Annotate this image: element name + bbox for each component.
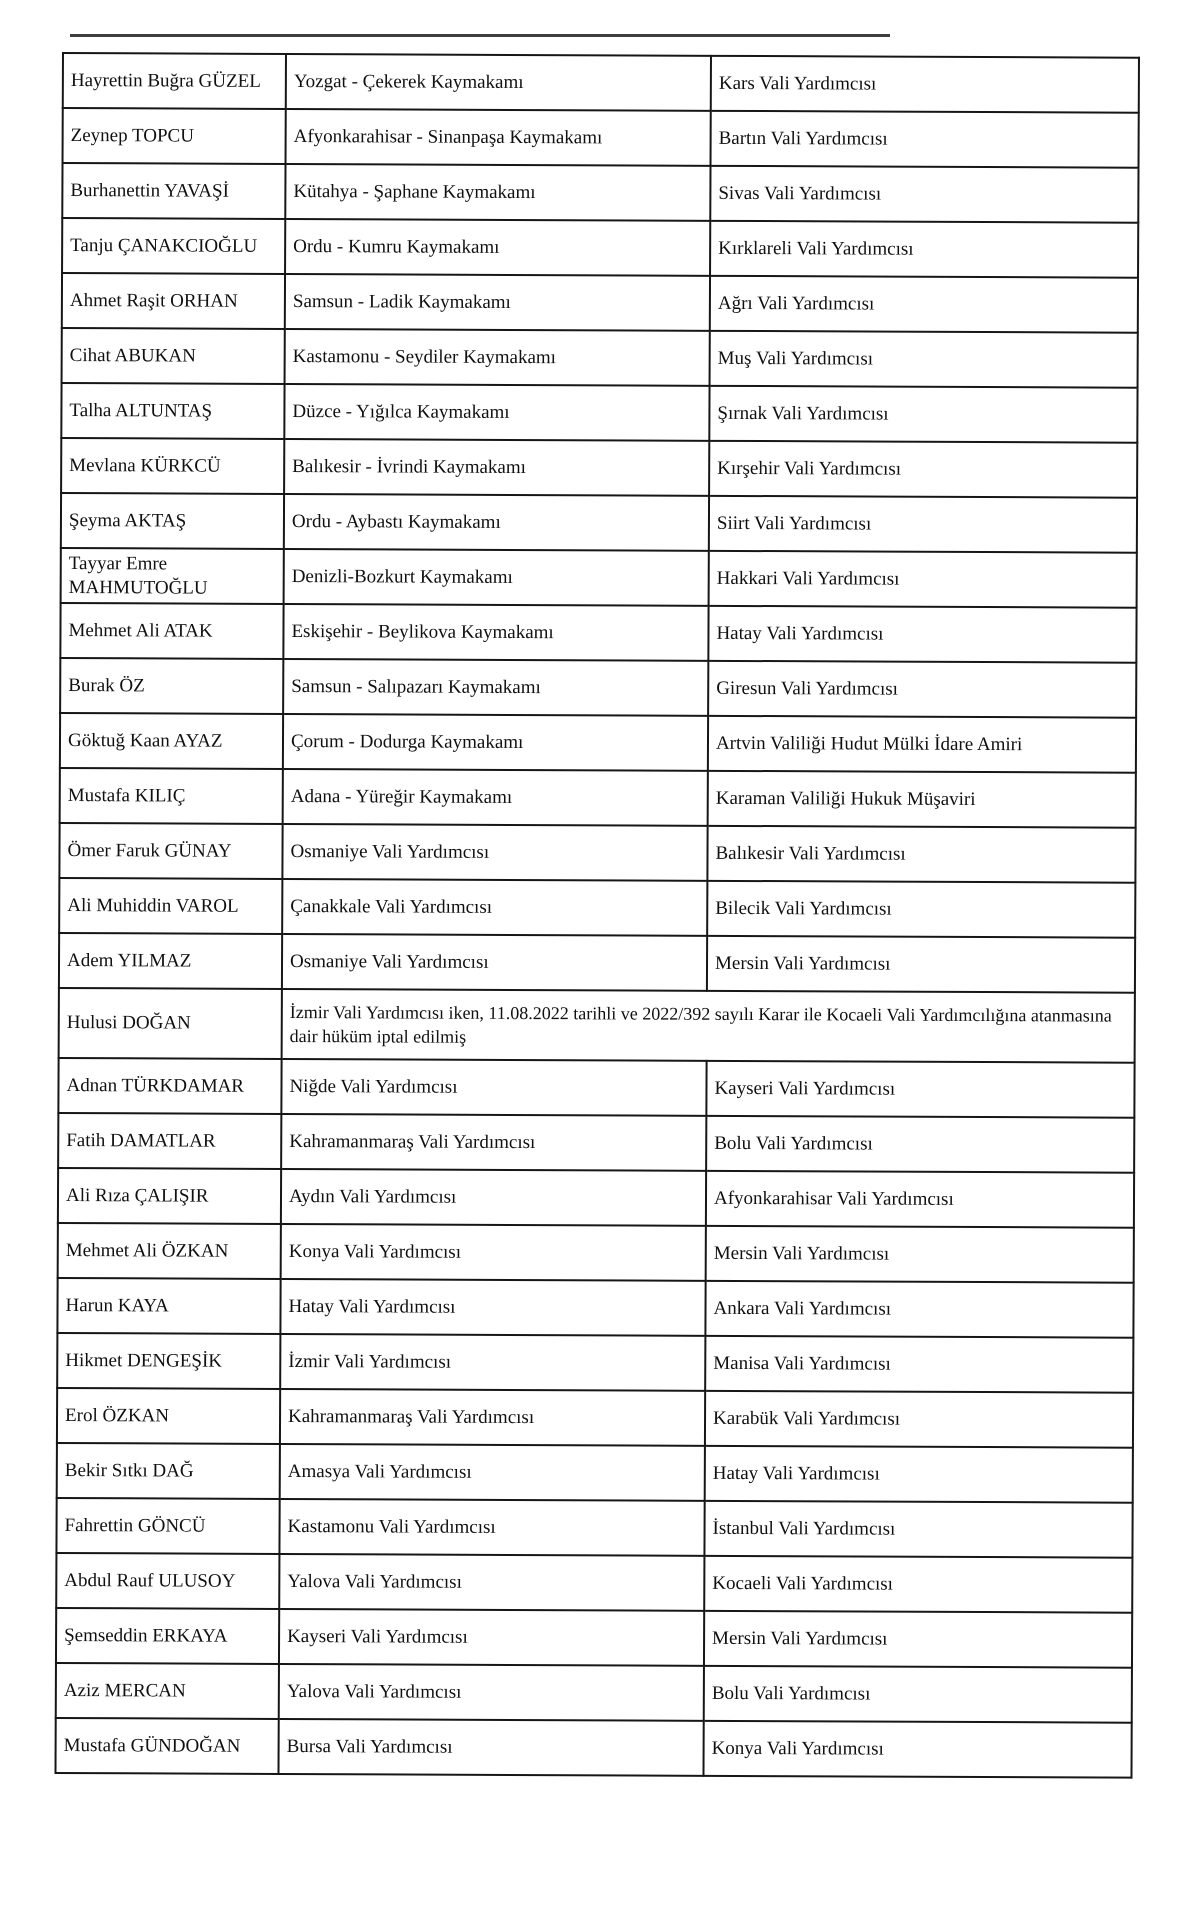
- person-name-cell: Adem YILMAZ: [59, 933, 282, 989]
- previous-position-cell: Ordu - Aybastı Kaymakamı: [284, 494, 709, 551]
- person-name-cell: Mevlana KÜRKCÜ: [61, 438, 284, 494]
- new-position-cell: Hatay Vali Yardımcısı: [705, 1446, 1133, 1503]
- table-row: [59, 988, 1135, 1063]
- table-row: [56, 1498, 1132, 1558]
- previous-position-cell: Yalova Vali Yardımcısı: [279, 1554, 704, 1611]
- previous-position-cell: Kastamonu Vali Yardımcısı: [279, 1499, 704, 1556]
- new-position-cell: Bilecik Vali Yardımcısı: [707, 881, 1135, 938]
- person-name-cell: Fahrettin GÖNCÜ: [56, 1498, 279, 1554]
- previous-position-cell: Aydın Vali Yardımcısı: [281, 1169, 706, 1226]
- merged-note-line: dair hüküm iptal edilmiş: [289, 1026, 467, 1047]
- person-name-cell: Harun KAYA: [57, 1278, 280, 1334]
- table-row: [62, 328, 1138, 388]
- table-row: [63, 53, 1139, 113]
- new-position-cell: Kayseri Vali Yardımcısı: [706, 1061, 1134, 1118]
- table-row: [61, 383, 1137, 443]
- person-name-cell: Şemseddin ERKAYA: [56, 1608, 279, 1664]
- new-position-cell: Sivas Vali Yardımcısı: [710, 166, 1138, 223]
- previous-position-cell: Çanakkale Vali Yardımcısı: [282, 879, 707, 936]
- new-position-cell: Bartın Vali Yardımcısı: [711, 111, 1139, 168]
- new-position-cell: Kars Vali Yardımcısı: [711, 56, 1139, 113]
- previous-position-cell: Niğde Vali Yardımcısı: [281, 1059, 706, 1116]
- table-row: [59, 823, 1135, 883]
- previous-position-cell: Hatay Vali Yardımcısı: [280, 1279, 705, 1336]
- new-position-cell: Mersin Vali Yardımcısı: [704, 1611, 1132, 1668]
- new-position-cell: Afyonkarahisar Vali Yardımcısı: [706, 1171, 1134, 1228]
- previous-position-cell: Adana - Yüreğir Kaymakamı: [283, 769, 708, 826]
- person-name-cell: Fatih DAMATLAR: [58, 1113, 281, 1169]
- table-row: [60, 768, 1136, 828]
- table-row: [56, 1608, 1132, 1668]
- new-position-cell: Bolu Vali Yardımcısı: [704, 1666, 1132, 1723]
- previous-position-cell: Kahramanmaraş Vali Yardımcısı: [280, 1389, 705, 1446]
- new-position-cell: Manisa Vali Yardımcısı: [705, 1336, 1133, 1393]
- person-name-cell: Adnan TÜRKDAMAR: [58, 1058, 281, 1114]
- new-position-cell: Mersin Vali Yardımcısı: [706, 1226, 1134, 1283]
- new-position-cell: Giresun Vali Yardımcısı: [708, 661, 1136, 718]
- appointments-table: [54, 52, 1140, 1779]
- person-name-cell: Zeynep TOPCU: [63, 108, 286, 164]
- table-row: [58, 1168, 1134, 1228]
- person-name-cell: Hulusi DOĞAN: [59, 988, 282, 1059]
- previous-position-cell: Çorum - Dodurga Kaymakamı: [283, 714, 708, 771]
- new-position-cell: Kırşehir Vali Yardımcısı: [709, 441, 1137, 498]
- person-name-cell: Mustafa GÜNDOĞAN: [55, 1718, 278, 1774]
- new-position-cell: Hatay Vali Yardımcısı: [708, 606, 1136, 663]
- person-name-cell: Ali Muhiddin VAROL: [59, 878, 282, 934]
- table-row: [57, 1443, 1133, 1503]
- previous-position-cell: Afyonkarahisar - Sinanpaşa Kaymakamı: [286, 109, 711, 166]
- person-name-cell: Hikmet DENGEŞİK: [57, 1333, 280, 1389]
- table-row: [60, 603, 1136, 663]
- table-row: [62, 273, 1138, 333]
- person-name-cell: Ali Rıza ÇALIŞIR: [58, 1168, 281, 1224]
- person-name-cell: Burhanettin YAVAŞİ: [62, 163, 285, 219]
- previous-position-cell: Osmaniye Vali Yardımcısı: [282, 934, 707, 991]
- new-position-cell: Karabük Vali Yardımcısı: [705, 1391, 1133, 1448]
- previous-position-cell: Yalova Vali Yardımcısı: [279, 1664, 704, 1721]
- new-position-cell: Ankara Vali Yardımcısı: [705, 1281, 1133, 1338]
- table-row: [57, 1388, 1133, 1448]
- table-row: [61, 548, 1137, 608]
- table-row: [59, 878, 1135, 938]
- scan-artifact-line: [70, 34, 890, 37]
- table-row: [60, 658, 1136, 718]
- merged-note-cell: [282, 989, 1135, 1063]
- table-row: [63, 108, 1139, 168]
- previous-position-cell: Denizli-Bozkurt Kaymakamı: [284, 549, 709, 606]
- previous-position-cell: Amasya Vali Yardımcısı: [280, 1444, 705, 1501]
- new-position-cell: Balıkesir Vali Yardımcısı: [707, 826, 1135, 883]
- previous-position-cell: Eskişehir - Beylikova Kaymakamı: [283, 604, 708, 661]
- table-row: [62, 218, 1138, 278]
- table-row: [55, 1718, 1131, 1778]
- new-position-cell: Mersin Vali Yardımcısı: [707, 936, 1135, 993]
- previous-position-cell: Yozgat - Çekerek Kaymakamı: [286, 54, 711, 111]
- previous-position-cell: İzmir Vali Yardımcısı: [280, 1334, 705, 1391]
- table-row: [62, 163, 1138, 223]
- table-row: [56, 1553, 1132, 1613]
- table-row: [59, 933, 1135, 993]
- new-position-cell: Siirt Vali Yardımcısı: [709, 496, 1137, 553]
- new-position-cell: Hakkari Vali Yardımcısı: [709, 551, 1137, 608]
- person-name-cell: Talha ALTUNTAŞ: [61, 383, 284, 439]
- new-position-cell: Karaman Valiliği Hukuk Müşaviri: [708, 771, 1136, 828]
- table-row: [57, 1278, 1133, 1338]
- person-name-cell: Bekir Sıtkı DAĞ: [57, 1443, 280, 1499]
- appointments-table-body: [55, 53, 1138, 1778]
- previous-position-cell: Düzce - Yığılca Kaymakamı: [284, 384, 709, 441]
- person-name-cell: Aziz MERCAN: [56, 1663, 279, 1719]
- previous-position-cell: Kayseri Vali Yardımcısı: [279, 1609, 704, 1666]
- previous-position-cell: Kastamonu - Seydiler Kaymakamı: [285, 329, 710, 386]
- table-row: [58, 1058, 1134, 1118]
- new-position-cell: Artvin Valiliği Hudut Mülki İdare Amiri: [708, 716, 1136, 773]
- new-position-cell: Ağrı Vali Yardımcısı: [710, 276, 1138, 333]
- table-row: [61, 438, 1137, 498]
- table-row: [58, 1113, 1134, 1173]
- person-name-cell: Cihat ABUKAN: [62, 328, 285, 384]
- person-name-cell: Burak ÖZ: [60, 658, 283, 714]
- previous-position-cell: Osmaniye Vali Yardımcısı: [282, 824, 707, 881]
- merged-note-line: İzmir Vali Yardımcısı iken, 11.08.2022 tarihli ve 2022/392 sayılı Karar ile Kocaeli Vali Yardımcılığına atanmasına: [289, 1001, 1112, 1026]
- previous-position-cell: Balıkesir - İvrindi Kaymakamı: [284, 439, 709, 496]
- person-name-cell: Tanju ÇANAKCIOĞLU: [62, 218, 285, 274]
- person-name-cell: Tayyar Emre MAHMUTOĞLU: [61, 548, 284, 604]
- previous-position-cell: Konya Vali Yardımcısı: [281, 1224, 706, 1281]
- person-name-cell: Mustafa KILIÇ: [60, 768, 283, 824]
- person-name-cell: Göktuğ Kaan AYAZ: [60, 713, 283, 769]
- person-name-cell: Mehmet Ali ATAK: [60, 603, 283, 659]
- previous-position-cell: Samsun - Salıpazarı Kaymakamı: [283, 659, 708, 716]
- person-name-cell: Şeyma AKTAŞ: [61, 493, 284, 549]
- table-row: [60, 713, 1136, 773]
- table-row: [56, 1663, 1132, 1723]
- previous-position-cell: Kahramanmaraş Vali Yardımcısı: [281, 1114, 706, 1171]
- new-position-cell: Şırnak Vali Yardımcısı: [709, 386, 1137, 443]
- new-position-cell: İstanbul Vali Yardımcısı: [704, 1501, 1132, 1558]
- previous-position-cell: Ordu - Kumru Kaymakamı: [285, 219, 710, 276]
- previous-position-cell: Kütahya - Şaphane Kaymakamı: [285, 164, 710, 221]
- new-position-cell: Muş Vali Yardımcısı: [710, 331, 1138, 388]
- person-name-cell: Ömer Faruk GÜNAY: [59, 823, 282, 879]
- table-row: [58, 1223, 1134, 1283]
- table-row: [57, 1333, 1133, 1393]
- person-name-cell: Erol ÖZKAN: [57, 1388, 280, 1444]
- person-name-cell: Abdul Rauf ULUSOY: [56, 1553, 279, 1609]
- new-position-cell: Bolu Vali Yardımcısı: [706, 1116, 1134, 1173]
- person-name-cell: Mehmet Ali ÖZKAN: [58, 1223, 281, 1279]
- new-position-cell: Kırklareli Vali Yardımcısı: [710, 221, 1138, 278]
- new-position-cell: Konya Vali Yardımcısı: [703, 1721, 1131, 1778]
- person-name-cell: Hayrettin Buğra GÜZEL: [63, 53, 286, 109]
- new-position-cell: Kocaeli Vali Yardımcısı: [704, 1556, 1132, 1613]
- previous-position-cell: Bursa Vali Yardımcısı: [278, 1719, 703, 1776]
- table-row: [61, 493, 1137, 553]
- previous-position-cell: Samsun - Ladik Kaymakamı: [285, 274, 710, 331]
- person-name-cell: Ahmet Raşit ORHAN: [62, 273, 285, 329]
